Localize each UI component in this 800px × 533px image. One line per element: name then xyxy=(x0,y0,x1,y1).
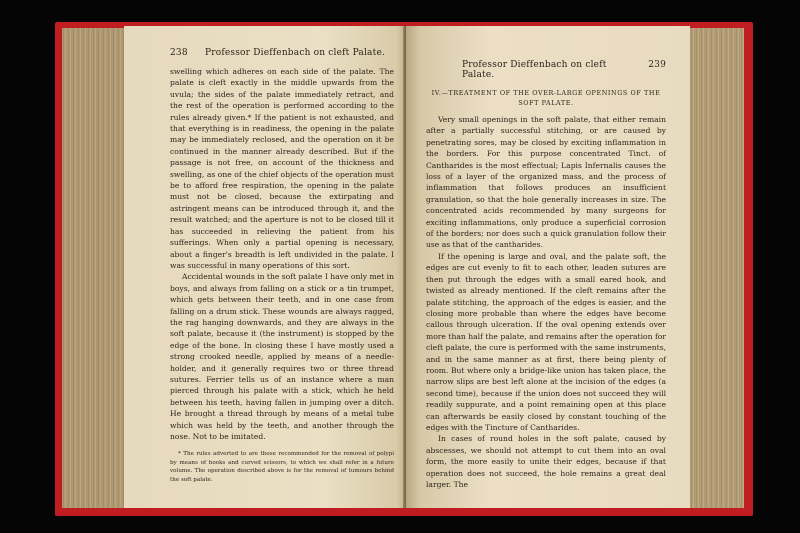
right-paragraph-2: If the opening is large and oval, and the palate soft, the edges are cut evenly to fit to each other, leaden sutures are then put through the edges with a small eared hook, and twisted as already mentioned. If the cleft remains after the palate stitching, the approach of the edges is easier, and the closing more probable than where the edges have become callous through ulceration. If the oval opening extends over more than half the palate, and remains after the operation for cleft palate, the cure is performed with the same instruments, and in the same manner as at first, there being plenty of room. But where only a bridge-like union has taken place, the narrow slips are best left alone at the incision of the edges (a second time), because if the union does not succeed they will readily suppurate, and a point remaining open at this place can afterwards be easily closed by constant touching of the edges with the Tincture of Cantharides. xyxy=(426,251,666,432)
left-page xyxy=(124,26,408,508)
left-running-head xyxy=(170,48,394,58)
left-page-number: 238 xyxy=(170,48,188,58)
right-running-title: Professor Dieffenbach on cleft Palate. xyxy=(462,60,607,80)
left-paragraph-2: Accidental wounds in the soft palate I have only met in boys, and always from falling on a stick or a tin trumpet, which gets between their teeth, and in one case from falling on a drum stick. These wounds are always ragged, the rag hanging downwards, and they are always in the soft palate, because it (the instrument) is stopped by the edge of the bone. In closing these I have mostly used a strong crooked needle, applied by means of a needle-holder, and it generally requires two or three thread sutures. Ferrier tells us of an instance where a man pierced through his palate with a stick, which he held between his teeth, having fallen in jumping over a ditch. He brought a thread through by means of a metal tube which was held by the teeth, and another through the nose. Not to be imitated. xyxy=(170,272,394,441)
right-page-number: 239 xyxy=(648,60,666,70)
right-running-head xyxy=(426,60,666,80)
right-paragraph-3: In cases of round holes in the soft palate, caused by abscesses, we should not attempt to cut them into an oval form, the more easily to unite their edges, because if that operation does not succeed, the hole remains a great deal larger. The xyxy=(426,434,666,489)
section-heading: IV.—TREATMENT OF THE OVER-LARGE OPENINGS OF THE SOFT PALATE. xyxy=(431,89,661,107)
right-paragraph-1: Very small openings in the soft palate, that either remain after a partially successful stitching, or are caused by penetrating sores, may be closed by exciting inflammation in the borders. For this purpose concentrated Tinct. of Cantharides is the most effectual; Lapis Infernalis causes the loss of a layer of the organized mass, and the process of inflammation that follows produces an insufficient granulation, so that the hole generally increases in size. The concentrated acids recommended by many surgeons for exciting inflammations, only produce a superficial corrosion of the borders; nor does such a quick granulation follow their use as that of the cantharides. xyxy=(426,115,666,250)
left-footnote: * The rules adverted to are those recommended for the removal of polypi by means of hooks and curved scissors, to which we shall refer in a future volume. The operation described above is for the removal of tumours behind the soft palate. xyxy=(170,451,394,483)
left-page-edges xyxy=(62,28,132,508)
right-page xyxy=(406,26,690,508)
left-running-title: Professor Dieffenbach on cleft Palate. xyxy=(204,48,386,58)
left-paragraph-1: swelling which adheres on each side of the palate. The palate is cleft exactly in the middle upwards from the uvula; the sides of the palate immediately retract, and the rest of the operation is performed according to the rules already given.* If the patient is not exhausted, and that everything is in readiness, the opening in the palate may be immediately reclosed, and the operation on it be continued in the manner already described. But if the passage is not free, on account of the thickness and swelling, as one of the chief objects of the operation must be to afford free respiration, the opening in the palate must not be closed, because the extirpating and astringent means can be introduced through it, and the result watched; and the aperture is not to be closed till it has succeeded in relieving the patient from his sufferings. When only a partial opening is necessary, about a finger's breadth is left undivided in the palate. I was successful in many operations of this sort. xyxy=(170,67,394,270)
